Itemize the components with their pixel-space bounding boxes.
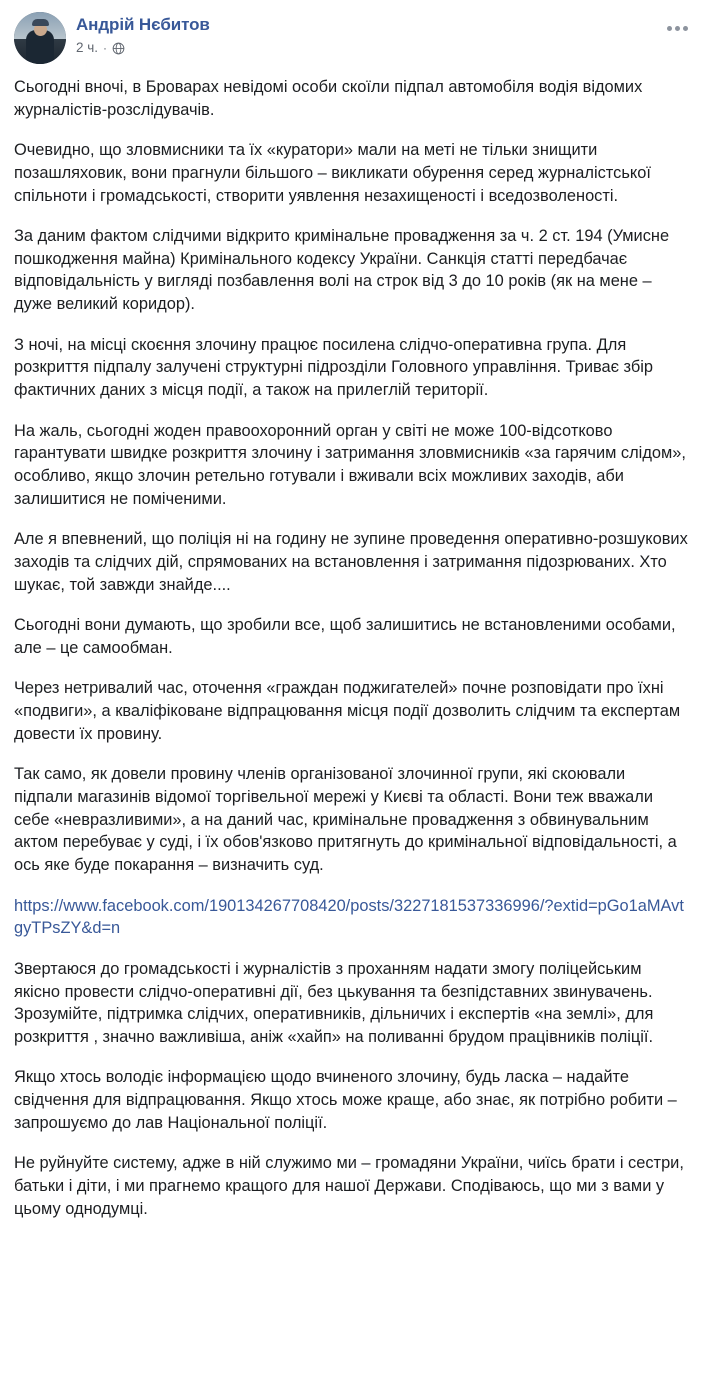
more-dot [683,26,688,31]
post-paragraph: Не руйнуйте систему, адже в ній служимо ми – громадяни України, чиїсь брати і сестри, батьки і діти, і ми прагнемо кращого для нашої Держави. Сподіваюсь, що ми з вами у цьому однодумці. [14,1154,684,1218]
post-paragraph: Якщо хтось володіє інформацією щодо вчиненого злочину, будь ласка – надайте свідчення для відпрацювання. Якщо хтось може краще, або знає, як потрібно робити – запрошуємо до лав Національної поліції. [14,1068,677,1132]
post-paragraph: Сьогодні вночі, в Броварах невідомі особи скоїли підпал автомобіля водія відомих журналістів-розслідувачів. [14,78,643,119]
post-meta [76,40,210,56]
post-paragraph: Через нетривалий час, оточення «граждан поджигателей» почне розповідати про їхні «подвиги», а кваліфіковане відпрацювання місця події дозволить слідчим та експертам довести їх провину. [14,679,681,743]
globe-icon[interactable] [112,42,125,55]
post-paragraph: На жаль, сьогодні жоден правоохоронний орган у світі не може 100-відсотково гарантувати швидке розкриття злочину і затримання зловмисників «за гарячим слідом», особливо, якщо злочин ретельно готували і вживали всіх можливих заходів, аби залишитися не поміченими. [14,421,686,508]
avatar[interactable] [14,12,66,64]
post-paragraph: З ночі, на місці скоєння злочину працює посилена слідчо-оперативна група. Для розкриття підпалу залучені структурні підрозділи Головного управління. Триває збір фактичних даних з місця події, а також на прилеглій території. [14,335,654,400]
post-header [14,12,688,64]
avatar-person-cap [32,19,49,26]
post-timestamp[interactable]: 2 ч. [76,40,99,55]
post-link-paragraph [14,895,688,940]
post-paragraph: За даним фактом слідчими відкрито кримінальне провадження за ч. 2 ст. 194 (Умисне пошкодження майна) Кримінального кодексу України. Санкція статті передбачає відповідальність у вигляді позбавлення волі на строк від 3 до 10 років (як на мене – дуже великий коридор). [14,227,670,314]
meta-separator-dot: · [103,41,108,55]
post-paragraph: Так само, як довели провину членів організованої злочинної групи, які скоювали підпали магазинів відомої торгівельної мережі у Києві та області. Вони теж вважали себе «невразливими», а на даний час, кримінальне провадження з обвинувальним актом перебуває у суді, і їх обов'язково притягнуть до кримінальної відповідальності, а ось яке буде покарання – визначить суд. [14,765,677,874]
post-paragraph: Звертаюся до громадськості і журналістів з проханням надати змогу поліцейським якісно провести слідчо-оперативні дії, без цькування та безпідставних звинувачень. Зрозумійте, підтримка слідчих, оперативників, дільничих і експертів «на землі», для розкриття , значно важливіша, аніж «хайп» на поливанні брудом працівників поліції. [14,959,654,1046]
post-paragraph: Але я впевнений, що поліція ні на годину не зупине проведення оперативно-розшукових заходів та слідчих дій, спрямованих на встановлення і затримання підозрюваних. Хто шукає, той завжди знайде.... [14,530,688,594]
author-name[interactable]: Андрій Нєбитов [76,15,210,34]
more-dot [675,26,680,31]
post-link[interactable]: https://www.facebook.com/190134267708420/posts/3227181537336996/?extid=pGo1aMAvtgyTPsZY&d=n [14,896,684,938]
post-paragraph: Очевидно, що зловмисники та їх «куратори» мали на меті не тільки знищити позашляховик, вони прагнули більшого – викликати обурення серед журналістської спільноти і громадськості, створити уявлення незахищеності і вседозволеності. [14,141,651,205]
post-body [14,76,688,1220]
post-paragraph: Сьогодні вони думають, що зробили все, щоб залишитись не встановленими особами, але – це самообман. [14,616,676,657]
more-options-icon[interactable] [658,18,688,38]
post-header-text [76,12,210,56]
more-dot [667,26,672,31]
